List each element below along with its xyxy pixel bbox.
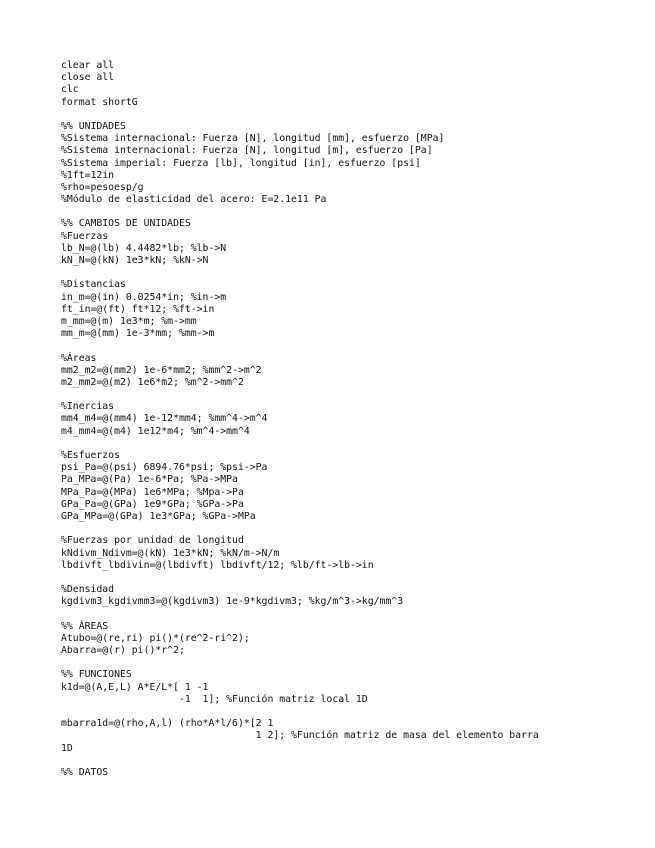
code-line: format shortG: [61, 96, 138, 108]
code-line: [61, 340, 539, 352]
code-line: m_mm=@(m) 1e3*m; %m->mm: [61, 315, 197, 327]
code-line: lbdivft_lbdivin=@(lbdivft) lbdivft/12; %lb/ft->lb->in: [61, 559, 374, 571]
code-line: %Áreas: [61, 352, 97, 364]
code-line: Abarra=@(r) pi()*r^2;: [61, 645, 185, 656]
code-line: lb_N=@(lb) 4.4482*lb; %lb->N: [61, 242, 227, 254]
code-line: [61, 389, 539, 401]
code-line: mm4_m4=@(mm4) 1e-12*mm4; %mm^4->m^4: [61, 413, 268, 425]
script-document: [61, 60, 539, 779]
code-line: %Distancias: [61, 279, 126, 291]
code-line: %% CAMBIOS DE UNIDADES: [61, 218, 191, 230]
code-line: [61, 267, 539, 279]
code-line: %rho=pesoesp/g: [61, 181, 144, 193]
code-line: 1 2]; %Función matriz de masa del elemento barra: [61, 730, 539, 742]
code-line: clc: [61, 84, 79, 96]
code-line: [61, 608, 539, 620]
code-line: %Fuerzas por unidad de longitud: [61, 535, 244, 547]
code-line: %Densidad: [61, 584, 115, 596]
code-line: mm2_m2=@(mm2) 1e-6*mm2; %mm^2->m^2: [61, 364, 262, 376]
code-line: Pa_MPa=@(Pa) 1e-6*Pa; %Pa->MPa: [61, 474, 238, 486]
code-line: [61, 523, 539, 535]
code-line: mbarra1d=@(rho,A,l) (rho*A*l/6)*[2 1: [61, 718, 274, 730]
code-line: [61, 109, 539, 121]
code-line: %Módulo de elasticidad del acero: E=2.1e11 Pa: [61, 194, 327, 206]
code-line: kgdivm3_kgdivmm3=@(kgdivm3) 1e-9*kgdivm3; %kg/m^3->kg/mm^3: [61, 596, 404, 608]
code-line: [61, 438, 539, 450]
code-line: %% UNIDADES: [61, 120, 126, 132]
code-line: %% ÁREAS: [61, 620, 109, 632]
code-line: m4_mm4=@(m4) 1e12*m4; %m^4->mm^4: [61, 425, 250, 437]
code-line: %% FUNCIONES: [61, 669, 132, 681]
code-line: %Sistema internacional: Fuerza [N], longitud [m], esfuerzo [Pa]: [61, 145, 433, 157]
code-line: %Fuerzas: [61, 230, 109, 242]
code-line: [61, 755, 539, 767]
code-line: kNdivm_Ndivm=@(kN) 1e3*kN; %kN/m->N/m: [61, 547, 280, 559]
code-line: k1d=@(A,E,L) A*E/L*[ 1 -1: [61, 681, 209, 693]
code-line: MPa_Pa=@(MPa) 1e6*MPa; %Mpa->Pa: [61, 486, 244, 498]
code-line: kN_N=@(kN) 1e3*kN; %kN->N: [61, 255, 209, 266]
code-line: -1 1]; %Función matriz local 1D: [61, 693, 368, 705]
code-line: [61, 206, 539, 218]
code-line: %Sistema imperial: Fuerza [lb], longitud [in], esfuerzo [psi]: [61, 157, 421, 169]
code-line: [61, 657, 539, 669]
code-line: Atubo=@(re,ri) pi()*(re^2-ri^2);: [61, 632, 250, 644]
code-line: m2_mm2=@(m2) 1e6*m2; %m^2->mm^2: [61, 376, 244, 388]
code-line: %1ft=12in: [61, 169, 115, 181]
code-line: %Sistema internacional: Fuerza [N], longitud [mm], esfuerzo [MPa]: [61, 133, 445, 145]
code-line: GPa_MPa=@(GPa) 1e3*GPa; %GPa->MPa: [61, 510, 256, 522]
code-line: %Inercias: [61, 401, 115, 413]
code-line: 1D: [61, 742, 73, 754]
code-line: psi_Pa=@(psi) 6894.76*psi; %psi->Pa: [61, 462, 268, 474]
code-line: [61, 572, 539, 584]
code-line: close all: [61, 72, 115, 84]
code-line: ft_in=@(ft) ft*12; %ft->in: [61, 303, 215, 315]
code-line: clear all: [61, 60, 115, 71]
code-line: %Esfuerzos: [61, 450, 120, 461]
code-line: mm_m=@(mm) 1e-3*mm; %mm->m: [61, 328, 215, 340]
code-line: in_m=@(in) 0.0254*in; %in->m: [61, 291, 227, 303]
code-line: [61, 706, 539, 718]
code-line: GPa_Pa=@(GPa) 1e9*GPa; %GPa->Pa: [61, 498, 244, 510]
code-line: %% DATOS: [61, 766, 109, 778]
